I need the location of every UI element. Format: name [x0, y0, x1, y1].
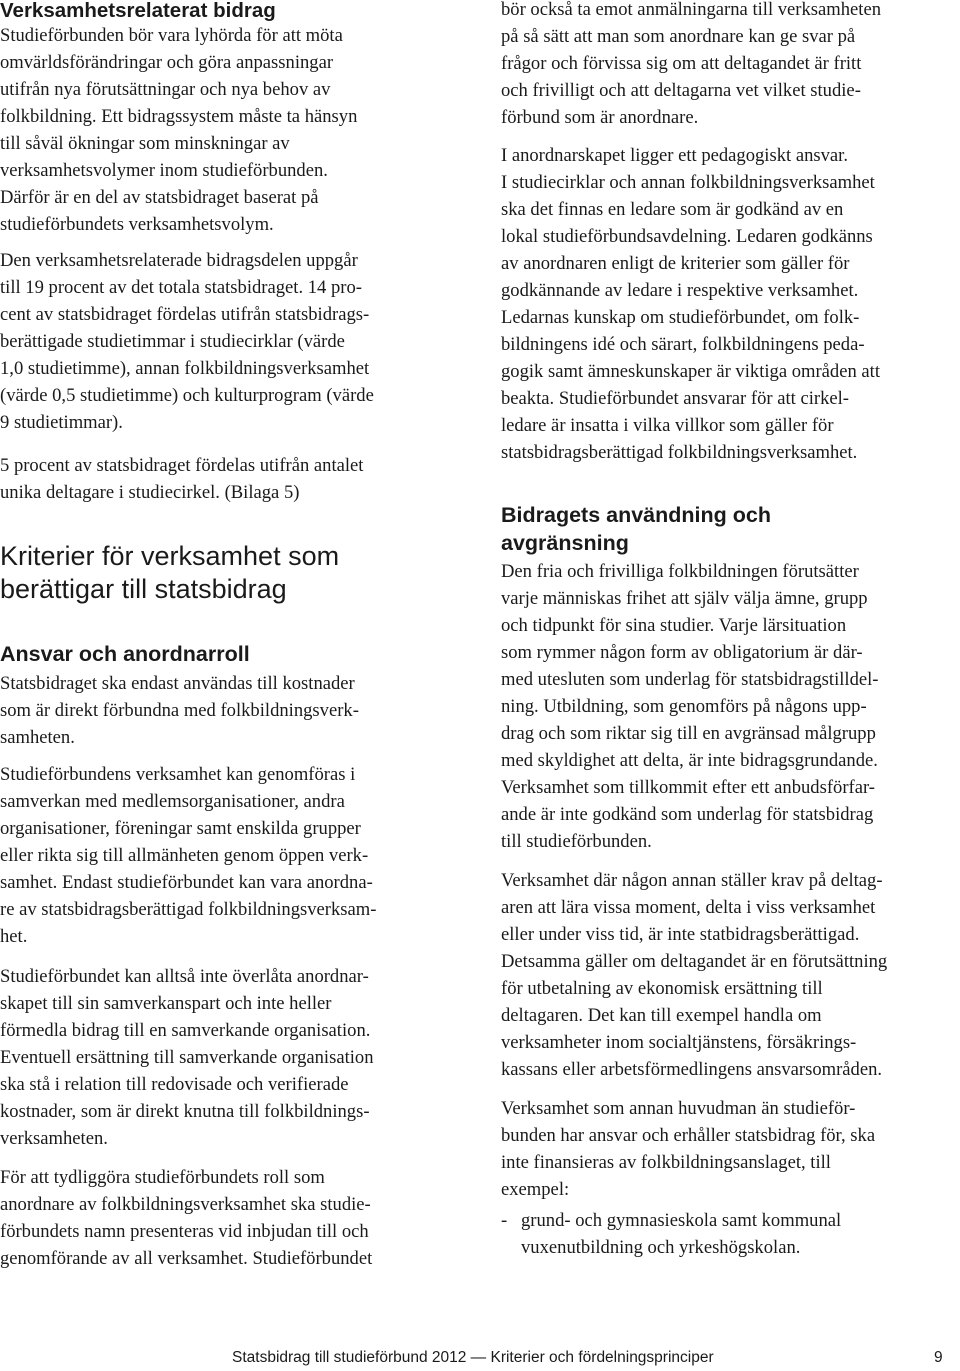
heading-line: Bidragets användning och — [501, 503, 771, 527]
text-line: till studieförbunden. — [501, 831, 652, 852]
text-line: omvärldsförändringar och göra anpassningar — [0, 52, 334, 73]
text-line: aren att lära vissa moment, delta i viss verksamhet — [501, 897, 876, 918]
paragraph-kostnader — [0, 670, 359, 751]
text-line: förmedla bidrag till en samverkande organisation. — [0, 1020, 371, 1041]
text-line: folkbildning. Ett bidragssystem måste ta hänsyn — [0, 106, 358, 127]
text-line: verksamheter inom socialtjänstens, försäkrings- — [501, 1032, 857, 1053]
list-dash: - — [501, 1210, 508, 1231]
text-line: förbundets namn presenteras vid inbjudan till och — [0, 1221, 369, 1242]
text-line: drag och som riktar sig till en avgränsad målgrupp — [501, 723, 876, 744]
text-line: het. — [0, 926, 28, 947]
text-line: ska det finnas en ledare som är godkänd av en — [501, 199, 844, 220]
text-line: med skyldighet att delta, är inte bidragsgrundande. — [501, 750, 878, 771]
text-line: frågor och förvissa sig om att deltagandet är fritt — [501, 53, 862, 74]
text-line: Statsbidraget ska endast användas till kostnader — [0, 673, 355, 694]
paragraph-pedagogiskt-ansvar — [501, 142, 880, 466]
heading-line: berättigar till statsbidrag — [0, 574, 287, 604]
text-line: kassans eller arbetsförmedlingens ansvarsområden. — [501, 1059, 883, 1080]
text-line: till såväl ökningar som minskningar av — [0, 133, 290, 154]
text-line: till 19 procent av det totala statsbidraget. 14 pro- — [0, 277, 362, 298]
text-line: deltagaren. Det kan till exempel handla om — [501, 1005, 822, 1026]
paragraph-fria-folkbildningen — [501, 558, 878, 855]
text-line: bör också ta emot anmälningarna till verksamheten — [501, 0, 882, 20]
text-line: samverkan med medlemsorganisationer, andra — [0, 791, 345, 812]
text-line: Studieförbundet kan alltså inte överlåta anordnar- — [0, 966, 369, 987]
text-line: 5 procent av statsbidraget fördelas utifrån antalet — [0, 455, 364, 476]
paragraph-tydliggora — [0, 1164, 372, 1272]
page-number: 9 — [934, 1349, 943, 1366]
text-line: anordnare av folkbildningsverksamhet ska studie- — [0, 1194, 371, 1215]
text-line: statsbidragsberättigad folkbildningsverksamhet. — [501, 442, 858, 463]
text-line: re av statsbidragsberättigad folkbildningsverksam- — [0, 899, 377, 920]
text-line: berättigade studietimmar i studiecirklar (värde — [0, 331, 345, 352]
text-line: ledare är insatta i vilka villkor som gäller för — [501, 415, 834, 436]
paragraph-unika-deltagare — [0, 452, 363, 506]
paragraph-intro — [0, 22, 357, 238]
paragraph-bidragsdel — [0, 247, 374, 436]
text-line: som är direkt förbundna med folkbildningsverk- — [0, 700, 359, 721]
text-line: bunden har ansvar och erhåller statsbidrag för, ska — [501, 1125, 876, 1146]
text-line: ning. Utbildning, som genomförs på någons upp- — [501, 696, 867, 717]
page-footer — [0, 1347, 960, 1371]
heading-kriterier — [0, 540, 339, 606]
text-line: verksamheten. — [0, 1128, 108, 1149]
text-line: beakta. Studieförbundet ansvarar för att cirkel- — [501, 388, 849, 409]
text-line: varje människas frihet att själv välja ämne, grupp — [501, 588, 868, 609]
text-line: för utbetalning av ekonomisk ersättning till — [501, 978, 823, 999]
text-line: Den fria och frivilliga folkbildningen förutsätter — [501, 561, 859, 582]
heading-ansvar: Ansvar och anordnarroll — [0, 642, 250, 666]
text-line: gogik samt ämneskunskaper är viktiga områden att — [501, 361, 881, 382]
heading-line: avgränsning — [501, 531, 629, 555]
text-line: med utesluten som underlag för statsbidragstilldel- — [501, 669, 879, 690]
text-line: Studieförbunden bör vara lyhörda för att möta — [0, 25, 343, 46]
paragraph-overlata — [0, 963, 374, 1152]
text-line: lokal studieförbundsavdelning. Ledaren godkänns — [501, 226, 873, 247]
text-line: Den verksamhetsrelaterade bidragsdelen uppgår — [0, 250, 358, 271]
heading-verksamhetsrelaterat: Verksamhetsrelaterat bidrag — [0, 0, 276, 22]
paragraph-annan-huvudman — [501, 1095, 875, 1203]
text-line: skapet till sin samverkanspart och inte heller — [0, 993, 332, 1014]
text-line: organisationer, föreningar samt enskilda grupper — [0, 818, 361, 839]
text-line: eller under viss tid, är inte statbidragsberättigad. — [501, 924, 860, 945]
text-line: I anordnarskapet ligger ett pedagogiskt ansvar. — [501, 145, 848, 166]
text-line: unika deltagare i studiecirkel. (Bilaga 5) — [0, 482, 300, 503]
heading-line: Kriterier för verksamhet som — [0, 541, 340, 571]
text-line: kostnader, som är direkt knutna till folkbildnings- — [0, 1101, 370, 1122]
text-line: Detsamma gäller om deltagandet är en förutsättning — [501, 951, 888, 972]
text-line: eller rikta sig till allmänheten genom öppen verk- — [0, 845, 369, 866]
text-line: utifrån nya förutsättningar och nya behov av — [0, 79, 331, 100]
text-line: För att tydliggöra studieförbundets roll som — [0, 1167, 325, 1188]
paragraph-samverkan — [0, 761, 376, 950]
footer-title: Statsbidrag till studieförbund 2012 — Kriterier och fördelningsprinciper — [232, 1349, 714, 1366]
text-line: (värde 0,5 studietimme) och kulturprogram (värde — [0, 385, 374, 406]
text-line: grund- och gymnasieskola samt kommunal — [521, 1210, 842, 1231]
text-line: av anordnaren enligt de kriterier som gäller för — [501, 253, 850, 274]
text-line: exempel: — [501, 1179, 570, 1200]
text-line: cent av statsbidraget fördelas utifrån statsbidrags- — [0, 304, 370, 325]
text-line: som rymmer någon form av obligatorium är där- — [501, 642, 863, 663]
text-line: 1,0 studietimme), annan folkbildningsverksamhet — [0, 358, 370, 379]
text-line: och frivilligt och att deltagarna vet vilket studie- — [501, 80, 861, 101]
text-line: genomförande av all verksamhet. Studieförbundet — [0, 1248, 373, 1269]
text-line: Studieförbundens verksamhet kan genomföras i — [0, 764, 356, 785]
text-line: förbund som är anordnare. — [501, 107, 699, 128]
text-line: samhet. Endast studieförbundet kan vara anordna- — [0, 872, 373, 893]
text-line: 9 studietimmar). — [0, 412, 123, 433]
text-line: verksamhetsvolymer inom studieförbunden. — [0, 160, 328, 181]
text-line: Verksamhet som tillkommit efter ett anbudsförfar- — [501, 777, 875, 798]
text-line: Eventuell ersättning till samverkande organisation — [0, 1047, 374, 1068]
text-line: Därför är en del av statsbidraget baserat på — [0, 187, 319, 208]
text-line: godkännande av ledare i respektive verksamhet. — [501, 280, 859, 301]
text-line: ska stå i relation till redovisade och verifierade — [0, 1074, 349, 1095]
text-line: ande är inte godkänd som underlag för statsbidrag — [501, 804, 874, 825]
text-line: Verksamhet som annan huvudman än studieför- — [501, 1098, 856, 1119]
text-line: inte finansieras av folkbildningsanslaget, till — [501, 1152, 831, 1173]
text-line: på så sätt att man som anordnare kan ge svar på — [501, 26, 856, 47]
text-line: studieförbundets verksamhetsvolym. — [0, 214, 274, 235]
list-item — [501, 1207, 841, 1261]
text-line: bildningens idé och särart, folkbildningens peda- — [501, 334, 865, 355]
text-line: Ledarnas kunskap om studieförbundet, om folk- — [501, 307, 860, 328]
text-line: samheten. — [0, 727, 75, 748]
text-line: Verksamhet där någon annan ställer krav på deltag- — [501, 870, 883, 891]
text-line: vuxenutbildning och yrkeshögskolan. — [521, 1237, 801, 1258]
text-line: och tidpunkt för sina studier. Varje lärsituation — [501, 615, 847, 636]
paragraph-anmalningar — [501, 0, 881, 131]
paragraph-krav-pa-deltagare — [501, 867, 887, 1083]
heading-bidragets-anvandning — [501, 501, 771, 557]
text-line: I studiecirklar och annan folkbildningsverksamhet — [501, 172, 875, 193]
